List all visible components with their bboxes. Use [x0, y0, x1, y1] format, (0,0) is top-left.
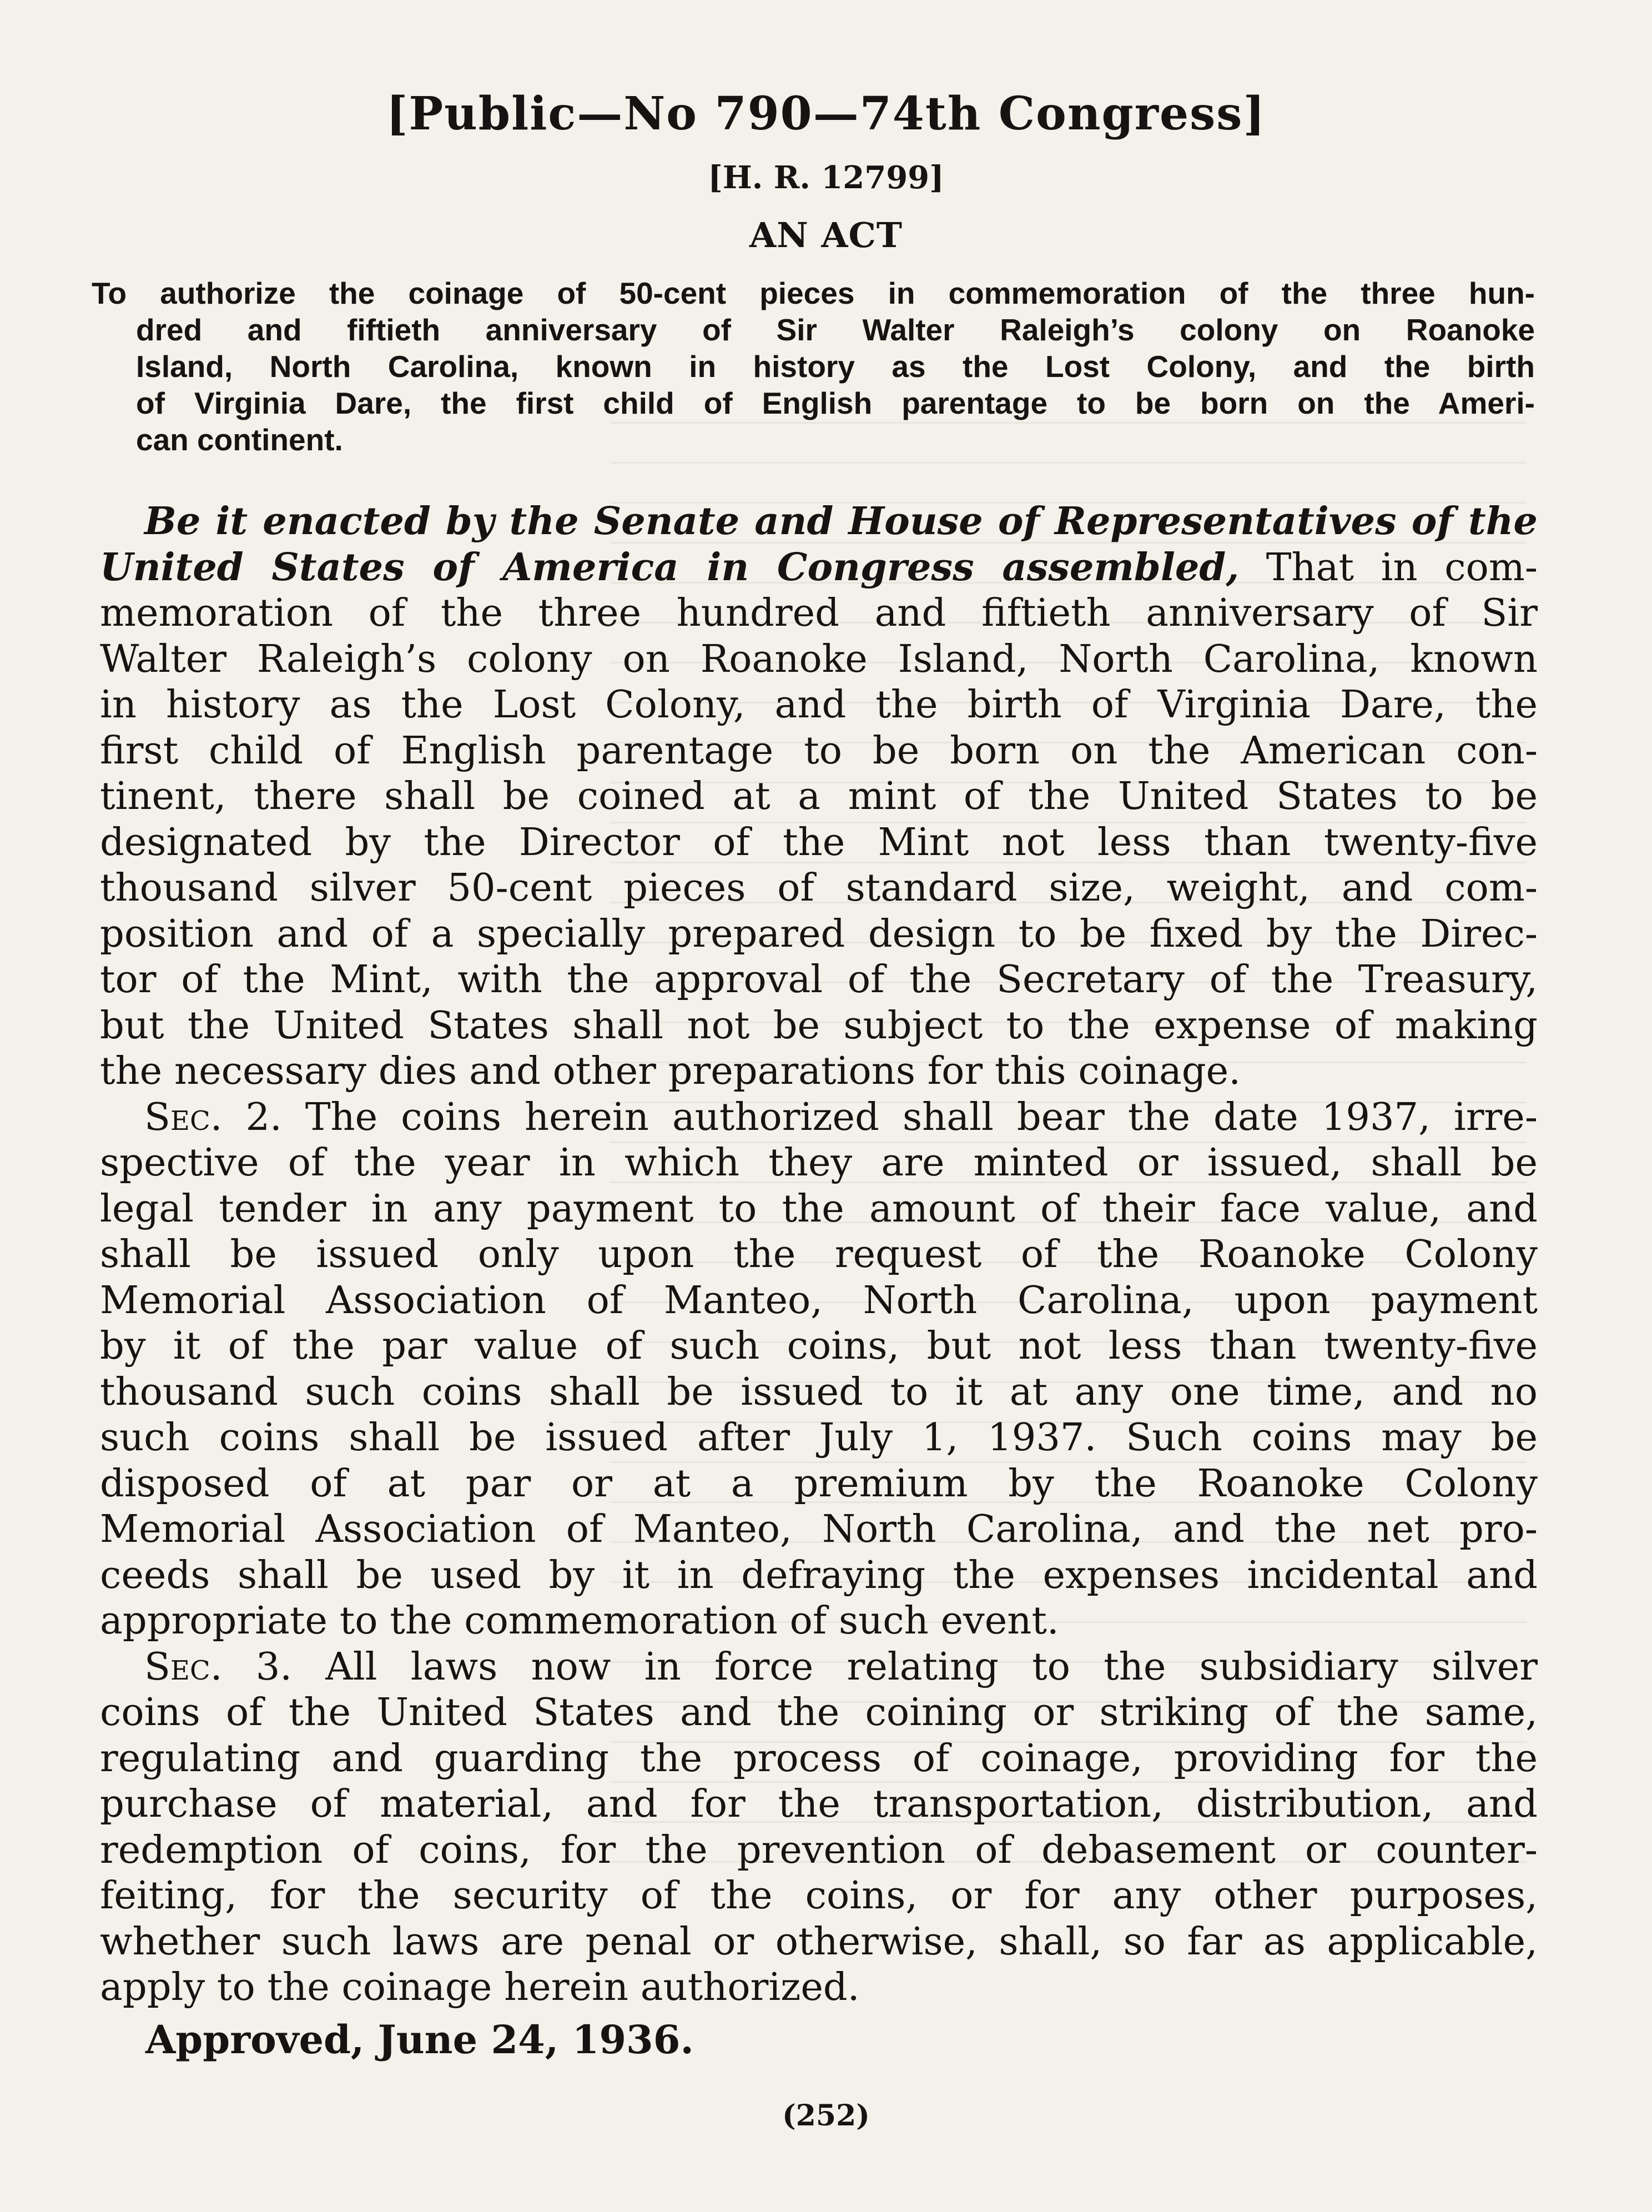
act-heading: AN ACT	[749, 215, 903, 255]
title-line: dred and fiftieth anniversary of Sir Walter Raleigh’s colony on Roanoke	[136, 313, 1535, 347]
section1-line: designated by the Director of the Mint not less than twenty-five	[100, 820, 1538, 864]
bill-number: [H. R. 12799]	[708, 159, 944, 196]
section1-line: Walter Raleigh’s colony on Roanoke Island, North Carolina, known	[100, 636, 1538, 681]
section3-line: redemption of coins, for the prevention of debasement or counter-	[100, 1827, 1538, 1872]
section2-first-line: Sec. 2. The coins herein authorized shall bear the date 1937, irre-	[144, 1094, 1538, 1139]
section2-label: Sec. 2.	[144, 1094, 282, 1139]
section1-line: position and of a specially prepared design to be fixed by the Direc-	[100, 911, 1538, 956]
act-title	[92, 275, 1535, 458]
section3-line: feiting, for the security of the coins, or for any other purposes,	[100, 1873, 1538, 1918]
enacting-clause-line: Be it enacted by the Senate and House of Representatives of the	[144, 499, 1538, 544]
section1-line: in history as the Lost Colony, and the birth of Virginia Dare, the	[100, 682, 1538, 727]
section1-line: tinent, there shall be coined at a mint of the United States to be	[100, 774, 1538, 818]
approval-date: Approved, June 24, 1936.	[145, 2017, 694, 2063]
section3-line: coins of the United States and the coining or striking of the same,	[100, 1690, 1538, 1735]
title-line: of Virginia Dare, the first child of English parentage to be born on the Ameri-	[136, 386, 1535, 420]
section1-line: tor of the Mint, with the approval of the Secretary of the Treasury,	[100, 957, 1538, 1002]
section1-line: memoration of the three hundred and fiftieth anniversary of Sir	[100, 591, 1538, 635]
section1-line: first child of English parentage to be born on the American con-	[100, 728, 1538, 773]
section2-line: disposed of at par or at a premium by the Roanoke Colony	[100, 1461, 1538, 1506]
act-body	[100, 499, 1538, 2010]
section3-line: regulating and guarding the process of coinage, providing for the	[100, 1736, 1538, 1781]
title-line: To authorize the coinage of 50-cent pieces in commemoration of the three hun-	[92, 276, 1535, 310]
public-law-heading: [Public—No 790—74th Congress]	[386, 87, 1266, 140]
section3-line: purchase of material, and for the transportation, distribution, and	[100, 1782, 1538, 1826]
enacting-clause-line: United States of America in Congress assembled, That in com-	[100, 545, 1538, 590]
section2-line: appropriate to the commemoration of such event.	[100, 1598, 1059, 1643]
section1-line: but the United States shall not be subject to the expense of making	[100, 1003, 1538, 1048]
page-number: (252)	[782, 2099, 870, 2133]
section3-line: whether such laws are penal or otherwise, shall, so far as applicable,	[100, 1919, 1538, 1964]
section2-line: spective of the year in which they are minted or issued, shall be	[100, 1140, 1538, 1185]
section2-line: Memorial Association of Manteo, North Carolina, and the net pro-	[100, 1507, 1538, 1551]
section3-line: apply to the coinage herein authorized.	[100, 1965, 860, 2009]
section3-first-line: Sec. 3. All laws now in force relating to the subsidiary silver	[144, 1644, 1538, 1689]
section2-line: shall be issued only upon the request of the Roanoke Colony	[100, 1232, 1538, 1276]
section2-line: by it of the par value of such coins, but not less than twenty-five	[100, 1324, 1538, 1368]
section2-line: such coins shall be issued after July 1, 1937. Such coins may be	[100, 1415, 1538, 1460]
section2-line: ceeds shall be used by it in defraying the expenses incidental and	[100, 1552, 1538, 1597]
section2-line: thousand such coins shall be issued to it at any one time, and no	[100, 1369, 1538, 1414]
title-line: Island, North Carolina, known in history as the Lost Colony, and the birth	[136, 349, 1535, 384]
title-line: can continent.	[136, 423, 343, 457]
section1-line: thousand silver 50-cent pieces of standard size, weight, and com-	[100, 866, 1538, 910]
section3-label: Sec. 3.	[144, 1644, 293, 1689]
section2-line: legal tender in any payment to the amount of their face value, and	[100, 1186, 1538, 1231]
section2-line: Memorial Association of Manteo, North Carolina, upon payment	[100, 1278, 1538, 1323]
section1-line: the necessary dies and other preparations for this coinage.	[100, 1049, 1241, 1093]
